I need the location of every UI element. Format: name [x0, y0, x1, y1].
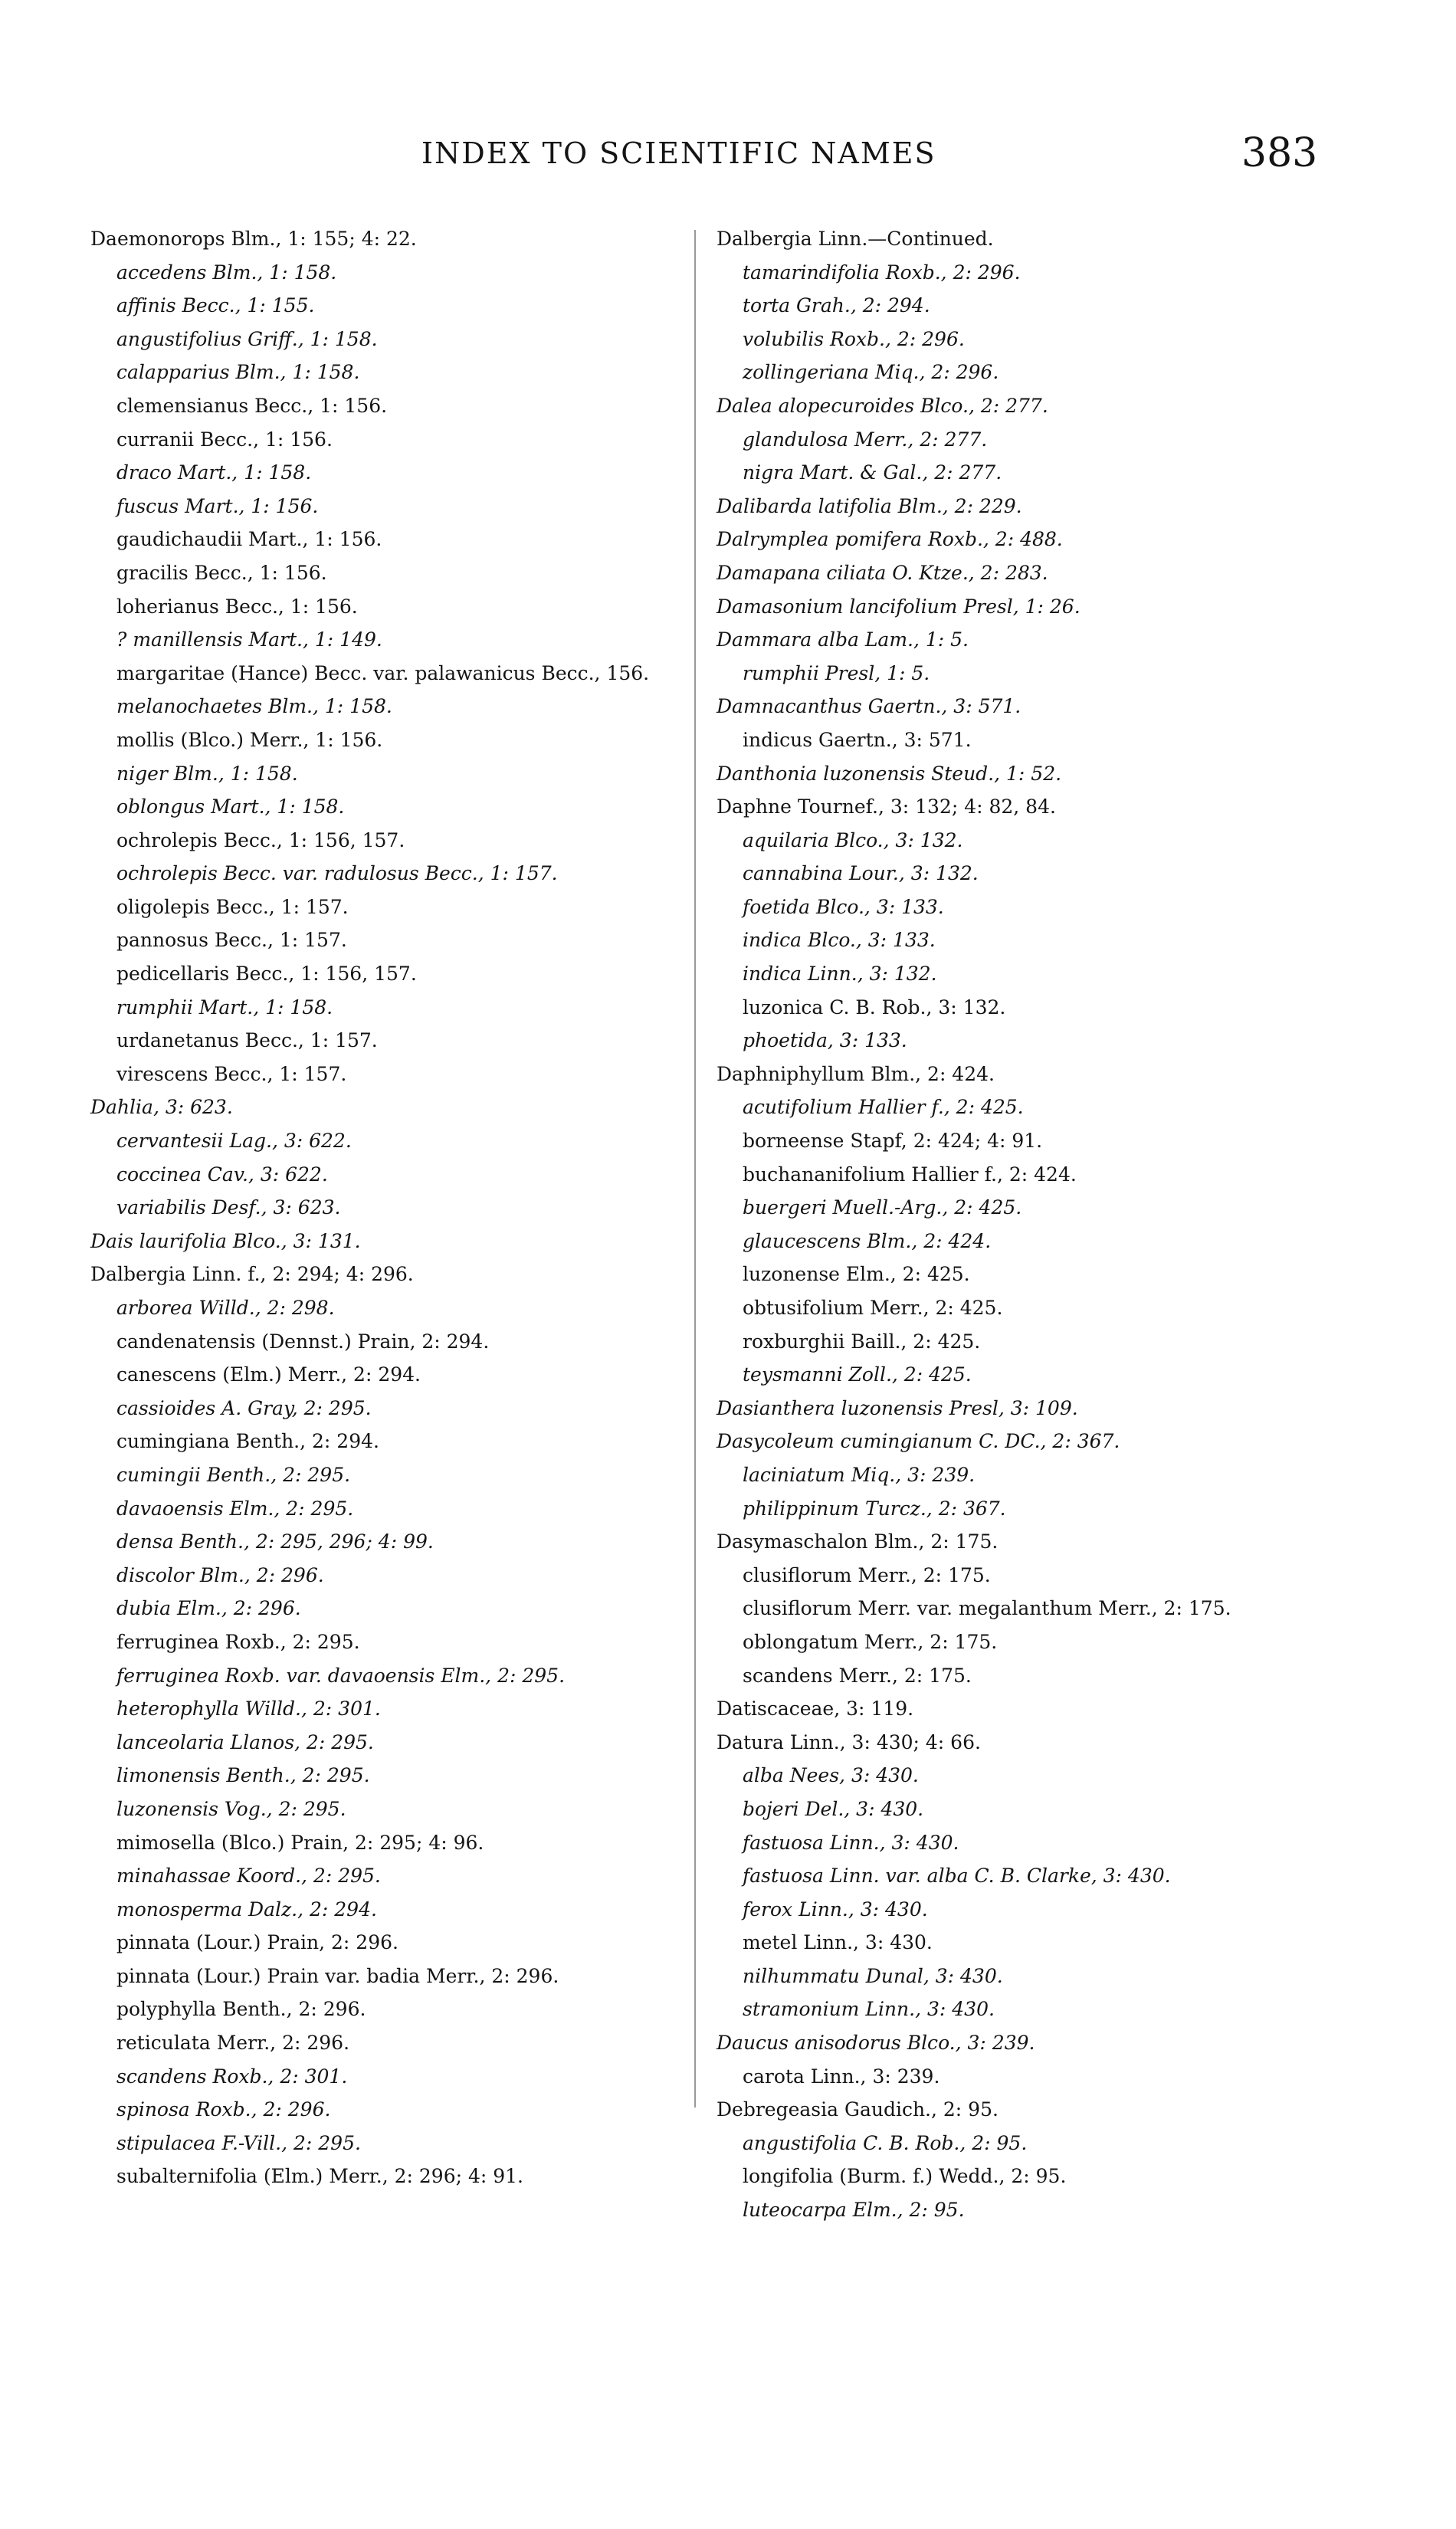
index-entry: coccinea Cav., 3: 622.	[116, 1163, 328, 1186]
index-entry: limonensis Benth., 2: 295.	[116, 1764, 370, 1787]
index-entry: affinis Becc., 1: 155.	[116, 294, 315, 317]
index-entry: buergeri Muell.-Arg., 2: 425.	[743, 1196, 1022, 1219]
index-entry: alba Nees, 3: 430.	[743, 1764, 919, 1787]
index-entry: arborea Willd., 2: 298.	[116, 1297, 335, 1319]
index-entry: ochrolepis Becc., 1: 156, 157.	[116, 828, 405, 851]
index-entry: dubia Elm., 2: 296.	[116, 1597, 301, 1620]
index-entry: indicus Gaertn., 3: 571.	[743, 728, 972, 751]
index-entry: canescens (Elm.) Merr., 2: 294.	[116, 1363, 421, 1386]
index-entry: aquilaria Blco., 3: 132.	[743, 828, 963, 851]
index-entry: Dalibarda latifolia Blm., 2: 229.	[717, 494, 1022, 517]
column-divider	[694, 230, 696, 2108]
index-column-left	[90, 222, 673, 2193]
index-entry: stramonium Linn., 3: 430.	[743, 1998, 995, 2021]
index-entry: pinnata (Lour.) Prain, 2: 296.	[116, 1931, 398, 1954]
index-entry: volubilis Roxb., 2: 296.	[743, 327, 965, 350]
index-entry: rumphii Mart., 1: 158.	[116, 996, 333, 1018]
index-entry: cervantesii Lag., 3: 622.	[116, 1130, 352, 1153]
index-entry: heterophylla Willd., 2: 301.	[116, 1697, 381, 1720]
index-entry: ferruginea Roxb., 2: 295.	[116, 1630, 360, 1653]
index-entry: Dalbergia Linn. f., 2: 294; 4: 296.	[90, 1263, 414, 1286]
index-entry: mollis (Blco.) Merr., 1: 156.	[116, 728, 383, 751]
index-entry: Datiscaceae, 3: 119.	[717, 1697, 914, 1720]
index-entry: glaucescens Blm., 2: 424.	[743, 1229, 992, 1252]
index-entry: rumphii Presl, 1: 5.	[743, 661, 930, 684]
index-entry: ochrolepis Becc. var. radulosus Becc., 1: 157.	[116, 862, 558, 885]
index-entry: accedens Blm., 1: 158.	[116, 261, 337, 284]
index-entry: nigra Mart. & Gal., 2: 277.	[743, 461, 1002, 484]
index-entry: Dalea alopecuroides Blco., 2: 277.	[717, 394, 1048, 417]
index-entry: luzonica C. B. Rob., 3: 132.	[743, 996, 1006, 1018]
index-entry: Danthonia luzonensis Steud., 1: 52.	[717, 762, 1062, 785]
index-entry: gaudichaudii Mart., 1: 156.	[116, 528, 382, 551]
index-entry: fuscus Mart., 1: 156.	[116, 494, 319, 517]
index-entry: scandens Merr., 2: 175.	[743, 1664, 972, 1687]
index-entry: Dasycoleum cumingianum C. DC., 2: 367.	[717, 1430, 1120, 1453]
index-entry: Dais laurifolia Blco., 3: 131.	[90, 1229, 361, 1252]
index-entry: Daucus anisodorus Blco., 3: 239.	[717, 2032, 1035, 2055]
index-entry: oligolepis Becc., 1: 157.	[116, 895, 349, 918]
index-entry: phoetida, 3: 133.	[743, 1029, 907, 1052]
index-entry: subalternifolia (Elm.) Merr., 2: 296; 4: 91.	[116, 2165, 524, 2188]
index-entry: glandulosa Merr., 2: 277.	[743, 428, 988, 451]
index-entry: carota Linn., 3: 239.	[743, 2065, 940, 2088]
index-entry: niger Blm., 1: 158.	[116, 762, 298, 785]
index-entry: philippinum Turcz., 2: 367.	[743, 1497, 1006, 1520]
index-entry: mimosella (Blco.) Prain, 2: 295; 4: 96.	[116, 1831, 484, 1854]
index-entry: angustifolia C. B. Rob., 2: 95.	[743, 2131, 1028, 2154]
index-entry: Debregeasia Gaudich., 2: 95.	[717, 2098, 999, 2121]
index-entry: luzonensis Vog., 2: 295.	[116, 1797, 346, 1820]
index-entry: Damnacanthus Gaertn., 3: 571.	[717, 695, 1021, 718]
index-entry: nilhummatu Dunal, 3: 430.	[743, 1964, 1003, 1987]
index-entry: curranii Becc., 1: 156.	[116, 428, 333, 451]
index-entry: melanochaetes Blm., 1: 158.	[116, 695, 392, 718]
index-entry: oblongus Mart., 1: 158.	[116, 795, 345, 818]
index-entry: pinnata (Lour.) Prain var. badia Merr., 2: 296.	[116, 1964, 559, 1987]
index-entry: bojeri Del., 3: 430.	[743, 1797, 924, 1820]
index-entry: clusiflorum Merr. var. megalanthum Merr., 2: 175.	[743, 1597, 1231, 1620]
index-entry: stipulacea F.-Vill., 2: 295.	[116, 2131, 361, 2154]
index-entry: fastuosa Linn. var. alba C. B. Clarke, 3: 430.	[743, 1865, 1171, 1888]
index-entry: clusiflorum Merr., 2: 175.	[743, 1563, 991, 1586]
index-entry: longifolia (Burm. f.) Wedd., 2: 95.	[743, 2165, 1067, 2188]
index-entry: candenatensis (Dennst.) Prain, 2: 294.	[116, 1330, 490, 1353]
index-entry: lanceolaria Llanos, 2: 295.	[116, 1730, 374, 1753]
index-entry: cassioides A. Gray, 2: 295.	[116, 1396, 372, 1419]
index-entry: spinosa Roxb., 2: 296.	[116, 2098, 331, 2121]
index-entry: Damasonium lancifolium Presl, 1: 26.	[717, 595, 1081, 618]
index-entry: cannabina Lour., 3: 132.	[743, 862, 979, 885]
index-entry: cumingii Benth., 2: 295.	[116, 1463, 351, 1486]
index-entry: foetida Blco., 3: 133.	[743, 895, 944, 918]
index-entry: loherianus Becc., 1: 156.	[116, 595, 358, 618]
index-entry: oblongatum Merr., 2: 175.	[743, 1630, 998, 1653]
index-entry: angustifolius Griff., 1: 158.	[116, 327, 378, 350]
index-entry: Daphniphyllum Blm., 2: 424.	[717, 1062, 995, 1085]
index-entry: Datura Linn., 3: 430; 4: 66.	[717, 1730, 981, 1753]
index-entry: densa Benth., 2: 295, 296; 4: 99.	[116, 1530, 434, 1553]
index-entry: discolor Blm., 2: 296.	[116, 1563, 324, 1586]
index-entry: luzonense Elm., 2: 425.	[743, 1263, 970, 1286]
index-entry: scandens Roxb., 2: 301.	[116, 2065, 348, 2088]
index-entry: Dasymaschalon Blm., 2: 175.	[717, 1530, 999, 1553]
index-entry: monosperma Dalz., 2: 294.	[116, 1898, 377, 1921]
index-entry: pedicellaris Becc., 1: 156, 157.	[116, 963, 417, 986]
index-entry: roxburghii Baill., 2: 425.	[743, 1330, 981, 1353]
index-entry: reticulata Merr., 2: 296.	[116, 2032, 350, 2055]
running-title: INDEX TO SCIENTIFIC NAMES	[421, 136, 936, 170]
index-entry: Daphne Tournef., 3: 132; 4: 82, 84.	[717, 795, 1056, 818]
page-header	[0, 130, 1456, 192]
index-entry: tamarindifolia Roxb., 2: 296.	[743, 261, 1021, 284]
index-entry: polyphylla Benth., 2: 296.	[116, 1998, 366, 2021]
index-entry: Dammara alba Lam., 1: 5.	[717, 628, 969, 651]
index-entry: metel Linn., 3: 430.	[743, 1931, 933, 1954]
index-entry: Damapana ciliata O. Ktze., 2: 283.	[717, 561, 1048, 584]
index-entry: Dalbergia Linn.—Continued.	[717, 228, 994, 250]
index-entry: obtusifolium Merr., 2: 425.	[743, 1297, 1003, 1319]
index-entry: cumingiana Benth., 2: 294.	[116, 1430, 379, 1453]
index-entry: virescens Becc., 1: 157.	[116, 1062, 347, 1085]
index-entry: davaoensis Elm., 2: 295.	[116, 1497, 354, 1520]
index-entry: buchananifolium Hallier f., 2: 424.	[743, 1163, 1077, 1186]
index-entry: margaritae (Hance) Becc. var. palawanicus Becc., 156.	[116, 661, 650, 684]
index-entry: Dasianthera luzonensis Presl, 3: 109.	[717, 1396, 1078, 1419]
index-entry: ferruginea Roxb. var. davaoensis Elm., 2: 295.	[116, 1664, 566, 1687]
index-entry: variabilis Desf., 3: 623.	[116, 1196, 341, 1219]
index-entry: gracilis Becc., 1: 156.	[116, 561, 327, 584]
index-entry: Daemonorops Blm., 1: 155; 4: 22.	[90, 228, 417, 250]
index-entry: acutifolium Hallier f., 2: 425.	[743, 1096, 1024, 1119]
index-entry: luteocarpa Elm., 2: 95.	[743, 2199, 965, 2222]
index-entry: teysmanni Zoll., 2: 425.	[743, 1363, 972, 1386]
page-number: 383	[1241, 130, 1318, 176]
index-entry: zollingeriana Miq., 2: 296.	[743, 361, 999, 384]
index-entry: indica Blco., 3: 133.	[743, 929, 936, 952]
index-entry: ferox Linn., 3: 430.	[743, 1898, 928, 1921]
index-entry: indica Linn., 3: 132.	[743, 963, 937, 986]
index-entry: pannosus Becc., 1: 157.	[116, 929, 347, 952]
index-entry: fastuosa Linn., 3: 430.	[743, 1831, 959, 1854]
index-entry: clemensianus Becc., 1: 156.	[116, 394, 388, 417]
index-entry: borneense Stapf, 2: 424; 4: 91.	[743, 1130, 1043, 1153]
index-entry: draco Mart., 1: 158.	[116, 461, 312, 484]
index-entry: urdanetanus Becc., 1: 157.	[116, 1029, 378, 1052]
index-entry: laciniatum Miq., 3: 239.	[743, 1463, 976, 1486]
index-entry: torta Grah., 2: 294.	[743, 294, 930, 317]
index-entry: calapparius Blm., 1: 158.	[116, 361, 360, 384]
index-column-right	[717, 222, 1314, 2227]
index-entry: ? manillensis Mart., 1: 149.	[116, 628, 382, 651]
index-entry: Dalrymplea pomifera Roxb., 2: 488.	[717, 528, 1063, 551]
index-entry: minahassae Koord., 2: 295.	[116, 1865, 381, 1888]
index-entry: Dahlia, 3: 623.	[90, 1096, 233, 1119]
